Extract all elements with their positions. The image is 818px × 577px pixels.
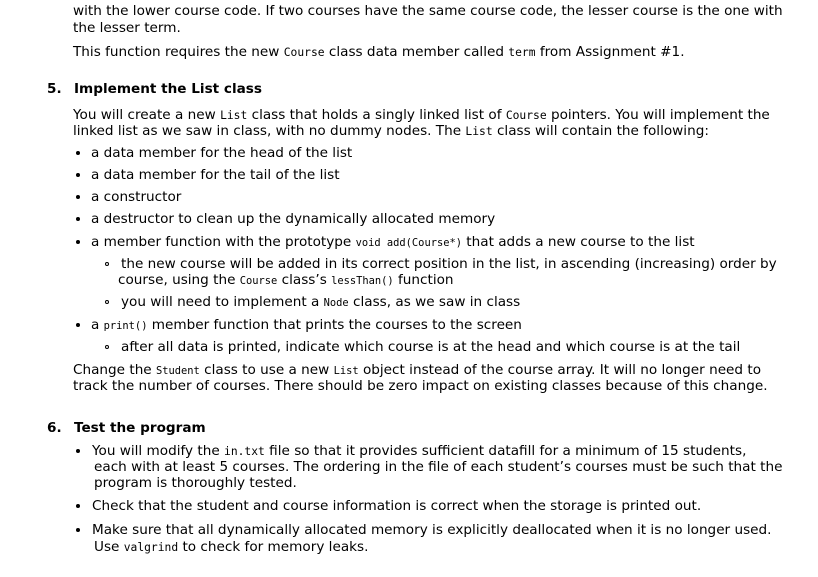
s5-bullet-tail: a data member for the tail of the list bbox=[91, 167, 340, 183]
s5-bullet-constructor: a constructor bbox=[91, 189, 182, 205]
s5-sub-bullet-head-tail: after all data is printed, indicate which course is at the head and which course is at the tail bbox=[121, 339, 741, 355]
section-6-title: Test the program bbox=[74, 420, 206, 436]
s5-bullet-destructor: a destructor to clean up the dynamically allocated memory bbox=[91, 211, 496, 227]
bullet-icon bbox=[76, 195, 80, 199]
s5-para-1: You will create a new List class that holds a singly linked list of Course pointers. You will implement the bbox=[73, 107, 770, 123]
section-5-title: Implement the List class bbox=[74, 81, 262, 97]
bullet-icon bbox=[76, 217, 80, 221]
sub-bullet-icon bbox=[105, 300, 109, 304]
s6-bullet-check: Check that the student and course information is correct when the storage is printed out. bbox=[92, 498, 702, 514]
bullet-icon bbox=[76, 151, 80, 155]
bullet-icon bbox=[76, 173, 80, 177]
s5-bullet-add: a member function with the prototype void add(Course*) that adds a new course to the list bbox=[91, 234, 695, 250]
s5-sub-bullet-order-1: the new course will be added in its correct position in the list, in ascending (increasing) order by bbox=[121, 256, 777, 272]
sub-bullet-icon bbox=[105, 262, 109, 266]
s6-bullet-infile-2: each with at least 5 courses. The ordering in the file of each student’s courses must be such that the bbox=[94, 459, 783, 475]
s5-para-2: linked list as we saw in class, with no dummy nodes. The List class will contain the following: bbox=[73, 123, 709, 139]
s5-bullet-head: a data member for the head of the list bbox=[91, 145, 353, 161]
bullet-icon bbox=[76, 449, 80, 453]
s5-sub-bullet-order-2: course, using the Course class’s lessThan() function bbox=[118, 272, 454, 288]
section-6-number: 6. bbox=[47, 420, 62, 436]
section-5-number: 5. bbox=[47, 81, 62, 97]
s6-bullet-memory-2: Use valgrind to check for memory leaks. bbox=[94, 539, 369, 555]
bullet-icon bbox=[76, 504, 80, 508]
bullet-icon bbox=[76, 240, 80, 244]
s5-bullet-print: a print() member function that prints the courses to the screen bbox=[91, 317, 522, 333]
sub-bullet-icon bbox=[105, 345, 109, 349]
s5-para-4: track the number of courses. There should be zero impact on existing classes because of this change. bbox=[73, 378, 768, 394]
intro-line-2: the lesser term. bbox=[73, 20, 181, 36]
bullet-icon bbox=[76, 323, 80, 327]
intro-line-3: This function requires the new Course class data member called term from Assignment #1. bbox=[73, 44, 685, 60]
s5-sub-bullet-node: you will need to implement a Node class, as we saw in class bbox=[121, 294, 521, 310]
s6-bullet-infile-3: program is thoroughly tested. bbox=[94, 475, 297, 491]
bullet-icon bbox=[76, 528, 80, 532]
s6-bullet-memory-1: Make sure that all dynamically allocated memory is explicitly deallocated when it is no longer used. bbox=[92, 522, 772, 538]
intro-line-1: with the lower course code. If two courses have the same course code, the lesser course is the one with bbox=[73, 3, 783, 19]
s6-bullet-infile-1: You will modify the in.txt file so that it provides sufficient datafill for a minimum of 15 students, bbox=[92, 443, 747, 459]
s5-para-3: Change the Student class to use a new List object instead of the course array. It will no longer need to bbox=[73, 362, 762, 378]
